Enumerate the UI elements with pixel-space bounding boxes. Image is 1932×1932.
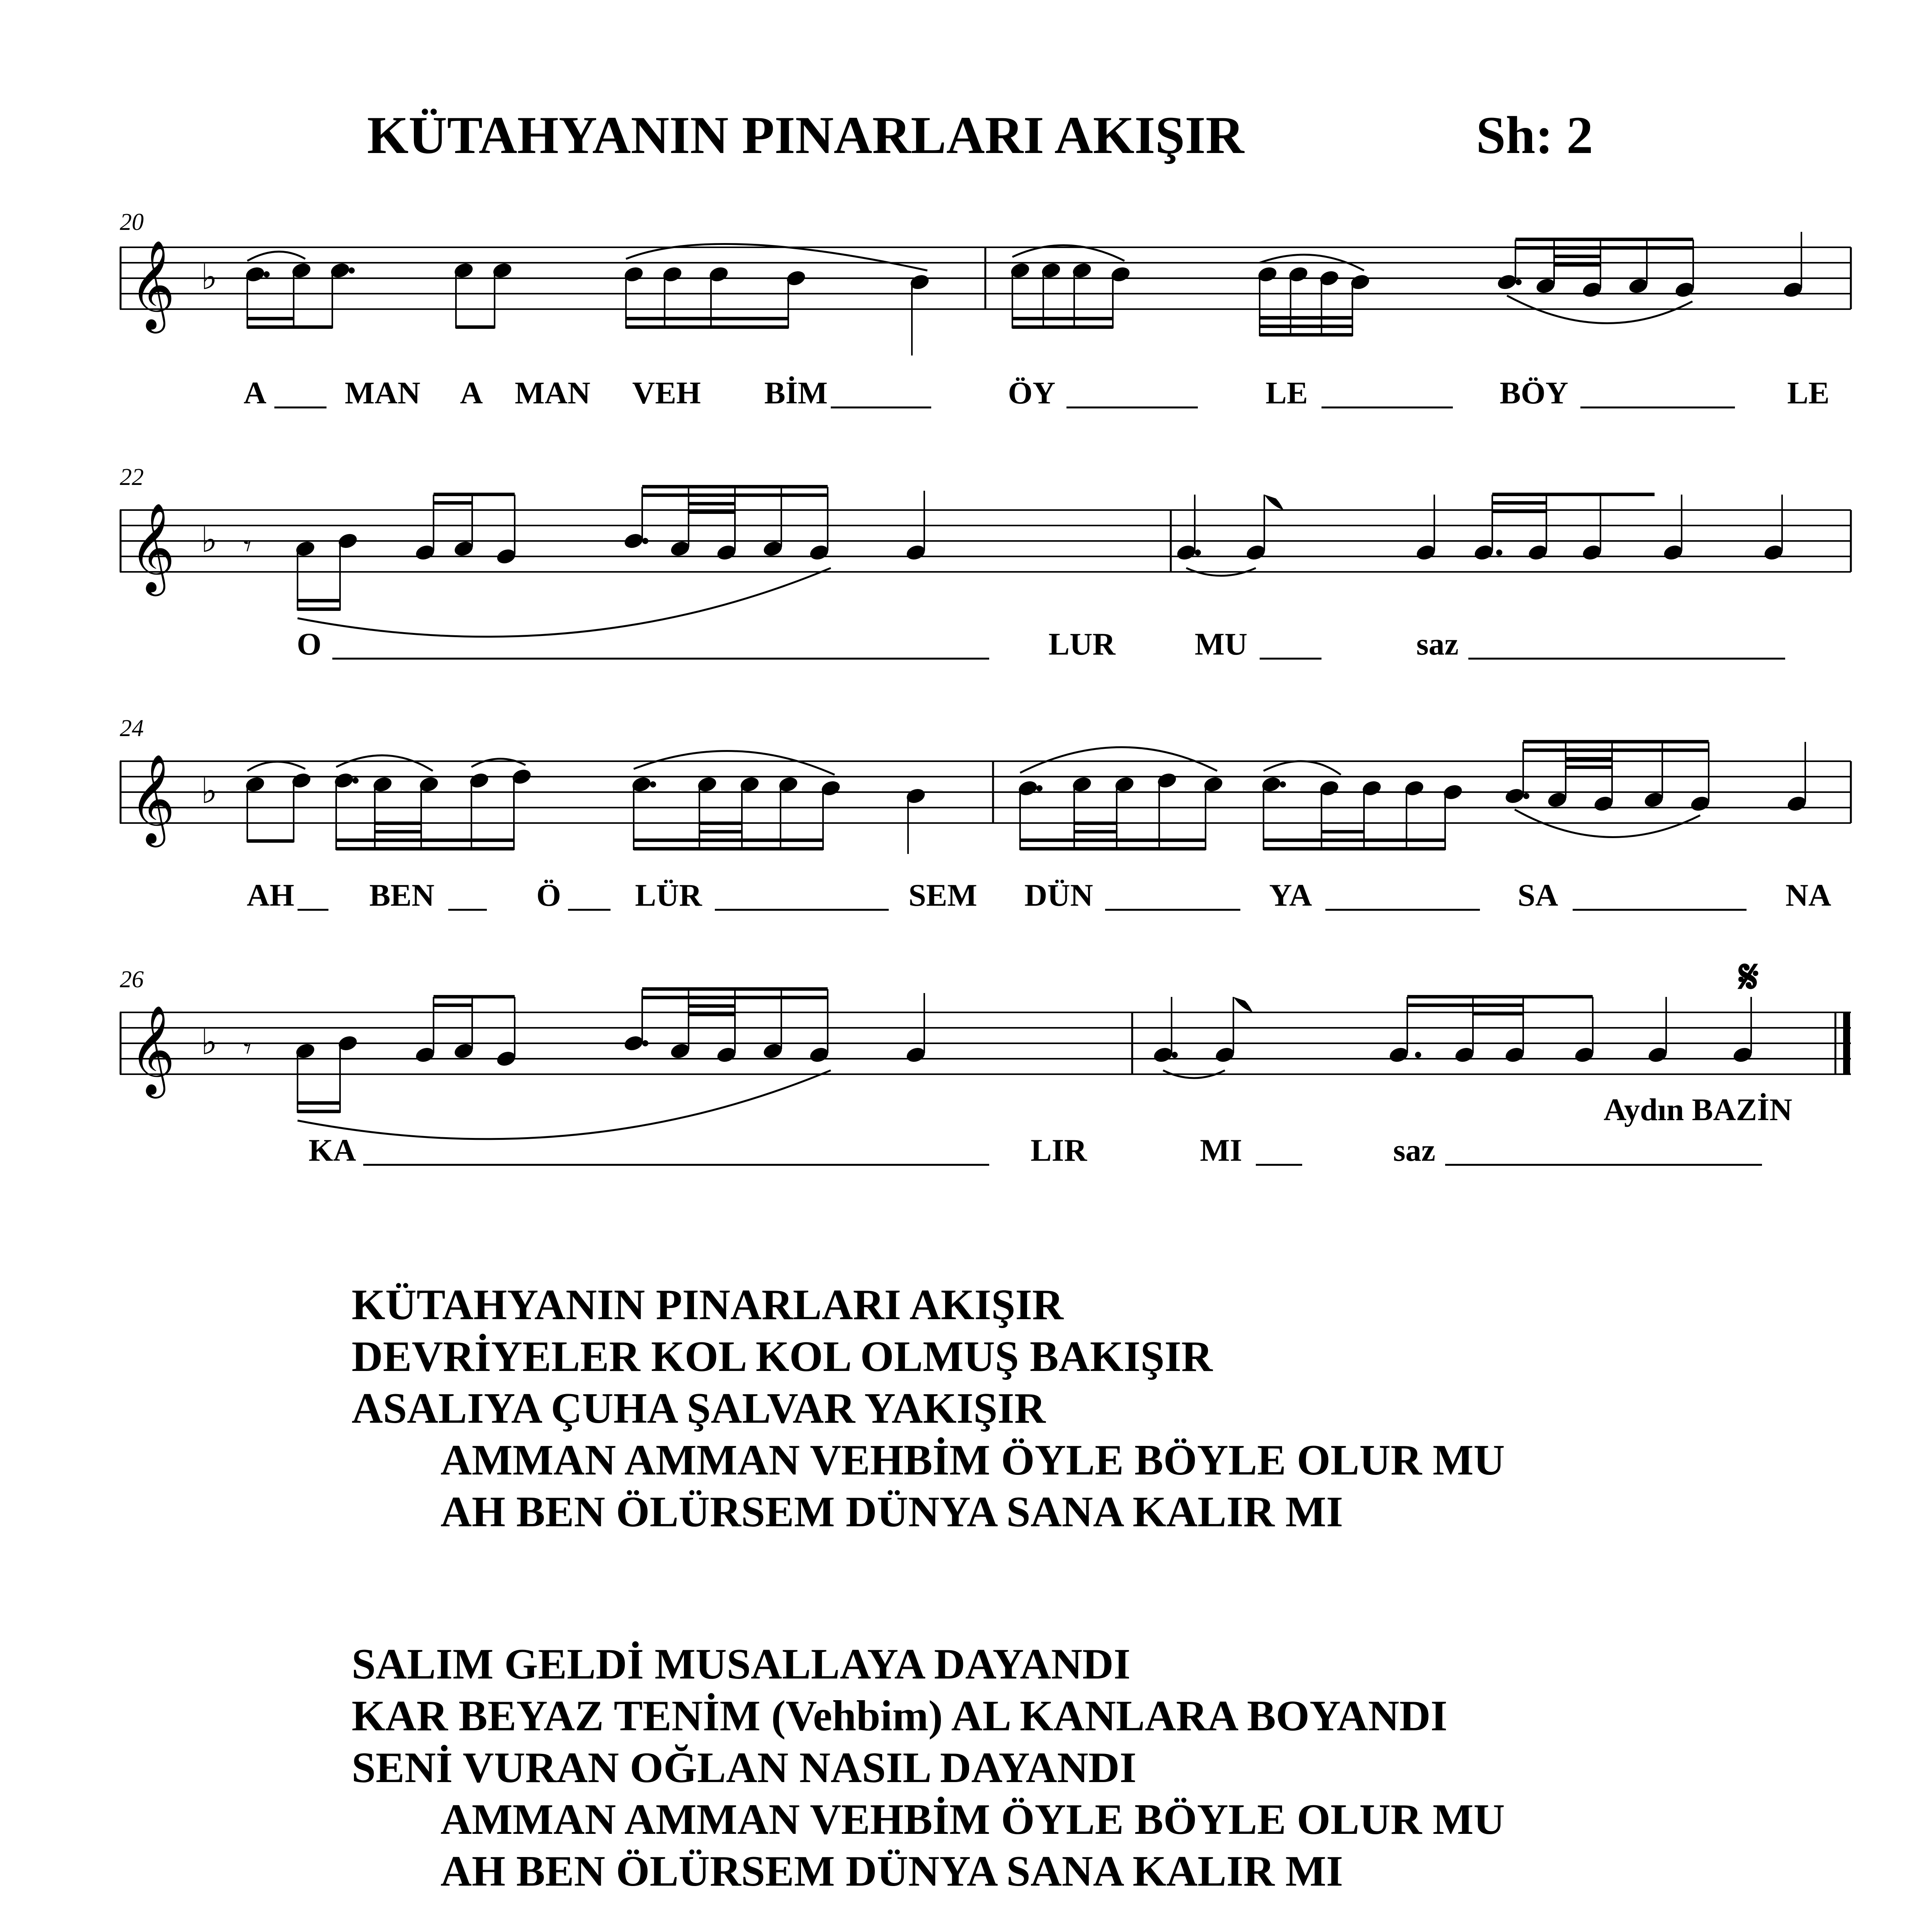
- svg-text:♭: ♭: [201, 771, 218, 811]
- lyric-extender: [1321, 406, 1453, 408]
- lyric-syllable: AH: [247, 878, 294, 913]
- lyric-syllable: MAN: [345, 375, 420, 410]
- lyric-syllable: A: [460, 375, 483, 410]
- page-header: [0, 104, 1932, 182]
- svg-text:𝄞: 𝄞: [129, 1005, 175, 1095]
- staff-notation: [0, 456, 1932, 672]
- lyric-syllable: VEH: [632, 375, 701, 410]
- lyric-syllable: O: [297, 626, 321, 662]
- lyric-extender: [1066, 406, 1198, 408]
- verse-line: SALIM GELDİ MUSALLAYA DAYANDI: [352, 1640, 1131, 1688]
- staff-notation: [0, 958, 1932, 1175]
- lyric-syllable: MU: [1194, 626, 1248, 662]
- lyric-syllable: LE: [1265, 375, 1308, 410]
- refrain-line: AMMAN AMMAN VEHBİM ÖYLE BÖYLE OLUR MU: [440, 1436, 1505, 1484]
- lyric-extender: [298, 909, 328, 911]
- lyric-extender: [1445, 1164, 1762, 1166]
- lyric-extender: [715, 909, 889, 911]
- lyric-extender: [363, 1164, 989, 1166]
- lyric-syllable: LIR: [1031, 1133, 1087, 1168]
- svg-text:𝄞: 𝄞: [129, 240, 175, 330]
- stanza-2: [352, 1638, 1665, 1897]
- svg-text:𝄞: 𝄞: [129, 502, 175, 592]
- lyric-syllable: NA: [1785, 878, 1832, 913]
- lyric-syllable: YA: [1269, 878, 1312, 913]
- lyric-extender: [1256, 1164, 1302, 1166]
- svg-text:♭: ♭: [201, 520, 218, 560]
- svg-text:𝄾: 𝄾: [243, 1030, 252, 1066]
- lyric-syllable: LUR: [1048, 626, 1116, 662]
- lyric-extender: [1105, 909, 1240, 911]
- svg-text:𝄞: 𝄞: [129, 753, 175, 844]
- lyric-extender: [831, 406, 931, 408]
- lyric-extender: [568, 909, 611, 911]
- verse-line: ASALIYA ÇUHA ŞALVAR YAKIŞIR: [352, 1384, 1046, 1432]
- lyric-extender: [1468, 658, 1785, 660]
- song-title: KÜTAHYANIN PINARLARI AKIŞIR: [367, 105, 1244, 165]
- lyric-extender: [448, 909, 487, 911]
- stanza-1: [352, 1279, 1665, 1538]
- segno-icon: 𝄋: [1739, 951, 1759, 1003]
- verse-line: SENİ VURAN OĞLAN NASIL DAYANDI: [352, 1744, 1137, 1792]
- verse-line: DEVRİYELER KOL KOL OLMUŞ BAKIŞIR: [352, 1333, 1213, 1381]
- lyric-syllable: MAN: [515, 375, 590, 410]
- measure-number: 22: [120, 464, 144, 490]
- refrain-line: AH BEN ÖLÜRSEM DÜNYA SANA KALIR MI: [440, 1847, 1343, 1895]
- svg-text:♭: ♭: [201, 1022, 218, 1063]
- refrain-line: AH BEN ÖLÜRSEM DÜNYA SANA KALIR MI: [440, 1488, 1343, 1536]
- svg-text:𝄾: 𝄾: [243, 528, 252, 564]
- lyric-syllable: saz: [1416, 626, 1459, 662]
- lyric-extender: [1260, 658, 1321, 660]
- lyric-extender: [274, 406, 327, 408]
- measure-number: 24: [120, 715, 144, 742]
- lyric-extender: [1573, 909, 1747, 911]
- lyric-syllable: saz: [1393, 1133, 1435, 1168]
- lyric-extender: [1580, 406, 1735, 408]
- staff-system-2: [0, 456, 1932, 672]
- lyric-syllable: BÖY: [1500, 375, 1568, 410]
- staff-notation: [0, 201, 1932, 417]
- lyric-syllable: LE: [1787, 375, 1830, 410]
- verse-line: KAR BEYAZ TENİM (Vehbim) AL KANLARA BOYANDI: [352, 1692, 1447, 1740]
- refrain-line: AMMAN AMMAN VEHBİM ÖYLE BÖYLE OLUR MU: [440, 1796, 1505, 1844]
- staff-system-1: [0, 201, 1932, 417]
- lyric-syllable: LÜR: [635, 878, 702, 913]
- lyric-syllable: Ö: [536, 878, 561, 913]
- lyric-syllable: BİM: [764, 375, 828, 410]
- measure-number: 26: [120, 966, 144, 993]
- staff-system-4: [0, 951, 1932, 1198]
- lyric-extender: [332, 658, 989, 660]
- lyric-syllable: MI: [1200, 1133, 1242, 1168]
- lyric-syllable: ÖY: [1008, 375, 1056, 410]
- verse-line: KÜTAHYANIN PINARLARI AKIŞIR: [352, 1281, 1064, 1329]
- lyrics-text: [352, 1279, 1665, 1932]
- lyric-syllable: SEM: [908, 878, 977, 913]
- svg-text:♭: ♭: [201, 257, 218, 298]
- lyric-extender: [1325, 909, 1480, 911]
- staff-system-3: [0, 707, 1932, 923]
- lyric-syllable: BEN: [369, 878, 435, 913]
- page-number: Sh: 2: [1476, 105, 1593, 165]
- lyric-syllable: DÜN: [1024, 878, 1093, 913]
- composer-credit: Aydın BAZİN: [1604, 1092, 1793, 1127]
- lyric-syllable: A: [243, 375, 267, 410]
- lyric-syllable: SA: [1517, 878, 1558, 913]
- measure-number: 20: [120, 209, 144, 235]
- lyric-syllable: KA: [308, 1133, 356, 1168]
